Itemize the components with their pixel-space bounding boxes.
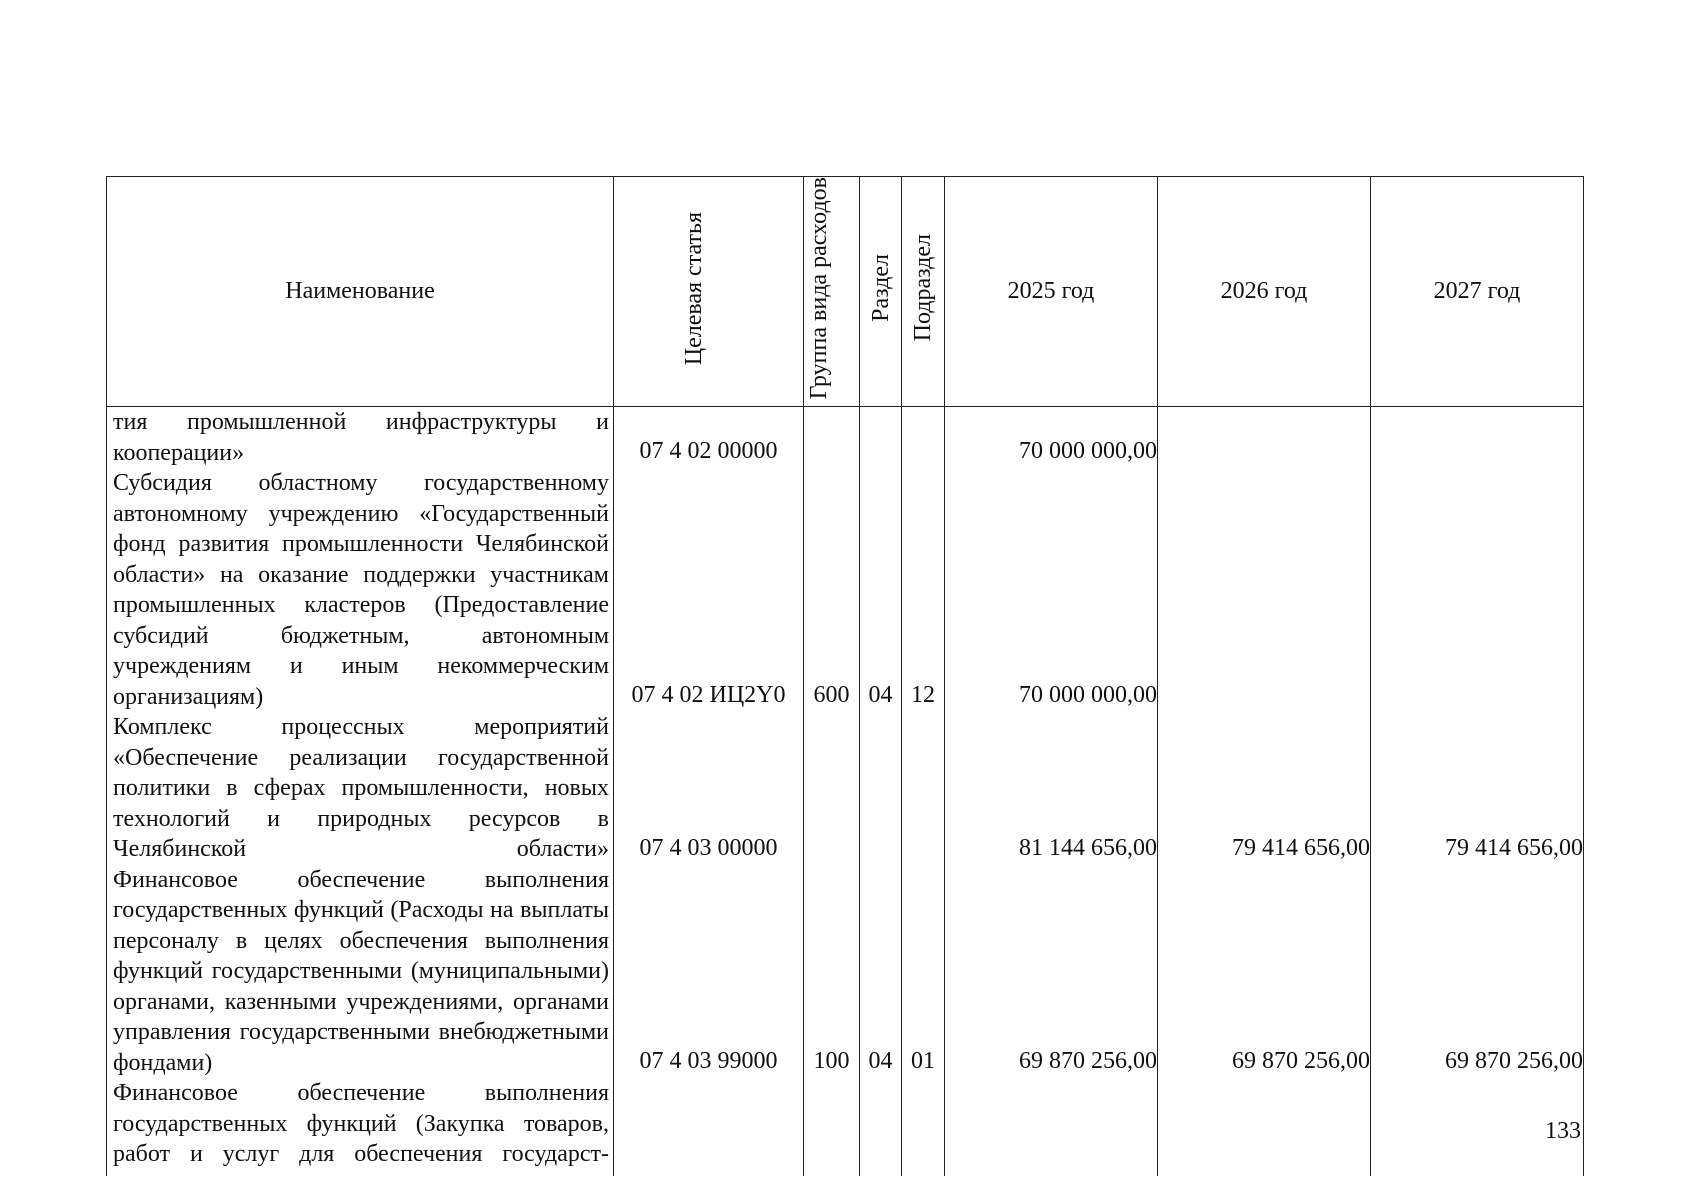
row-section: [860, 1078, 902, 1170]
row-code: 07 4 02 ИЦ2Y0: [614, 468, 804, 712]
budget-table: [106, 176, 1584, 1176]
row-2027: [1371, 407, 1584, 469]
table-continuation: [107, 1170, 1584, 1176]
header-section: [860, 177, 902, 407]
row-section: [860, 712, 902, 865]
row-subsection: 01: [902, 865, 945, 1079]
row-subsection: [902, 407, 945, 469]
header-subsection-label: Подраздел: [910, 234, 936, 342]
row-group: [804, 712, 860, 865]
row-2027: [1371, 468, 1584, 712]
row-2027: 79 414 656,00: [1371, 712, 1584, 865]
row-2026: 79 414 656,00: [1158, 712, 1371, 865]
header-section-label: Раздел: [867, 254, 894, 323]
row-2025: 70 000 000,00: [945, 407, 1158, 469]
row-name: Финансовое обеспечение выполнения государственных функций (Закупка товаров, работ и услуг для обеспечения государст-: [107, 1078, 614, 1170]
row-2025: 69 870 256,00: [945, 865, 1158, 1079]
row-section: 04: [860, 865, 902, 1079]
row-code: [614, 1078, 804, 1170]
row-name: Финансовое обеспечение выполнения государственных функций (Расходы на выплаты персоналу в целях обеспечения выполнения функций государственными (муниципальными) органами, казенными учреждениями, органами управления государственными внебюджетными фондами): [107, 865, 614, 1079]
row-2026: 69 870 256,00: [1158, 865, 1371, 1079]
row-group: 600: [804, 468, 860, 712]
table-row: [107, 468, 1584, 712]
row-code: 07 4 03 00000: [614, 712, 804, 865]
header-target-article-label: Целевая статья: [680, 211, 707, 365]
row-2025: 81 144 656,00: [945, 712, 1158, 865]
table-row: [107, 1078, 1584, 1170]
row-2025: 70 000 000,00: [945, 468, 1158, 712]
table-header-row: [107, 177, 1584, 407]
header-2025: 2025 год: [945, 177, 1158, 407]
row-name: тия промышленной инфраструктуры и кооперации»: [107, 407, 614, 469]
row-2026: [1158, 468, 1371, 712]
header-name: Наименование: [107, 177, 614, 407]
row-2026: [1158, 1078, 1371, 1170]
row-section: 04: [860, 468, 902, 712]
header-expense-group: [804, 177, 860, 407]
header-2026: 2026 год: [1158, 177, 1371, 407]
table-row: [107, 712, 1584, 865]
row-group: [804, 407, 860, 469]
page-number: 133: [1545, 1118, 1581, 1144]
row-subsection: 12: [902, 468, 945, 712]
header-target-article: [614, 177, 804, 407]
row-group: [804, 1078, 860, 1170]
row-code: 07 4 02 00000: [614, 407, 804, 469]
header-subsection: [902, 177, 945, 407]
row-2025: [945, 1078, 1158, 1170]
row-code: 07 4 03 99000: [614, 865, 804, 1079]
row-name: Субсидия областному государственному автономному учреждению «Государственный фонд развития промышленности Челябинской области» на оказание поддержки участникам промышленных кластеров (Предоставление субсидий бюджетным, автономным учреждениям и иным некоммерческим организациям): [107, 468, 614, 712]
table-row: [107, 407, 1584, 469]
header-2027: 2027 год: [1371, 177, 1584, 407]
row-2026: [1158, 407, 1371, 469]
row-section: [860, 407, 902, 469]
row-subsection: [902, 1078, 945, 1170]
row-subsection: [902, 712, 945, 865]
row-group: 100: [804, 865, 860, 1079]
header-expense-group-label: Группа вида расходов: [805, 177, 832, 400]
table-row: [107, 865, 1584, 1079]
row-name: Комплекс процессных мероприятий «Обеспечение реализации государственной политики в сферах промышленности, новых технологий и природных ресурсов в Челябинской области»: [107, 712, 614, 865]
row-2027: 69 870 256,00: [1371, 865, 1584, 1079]
